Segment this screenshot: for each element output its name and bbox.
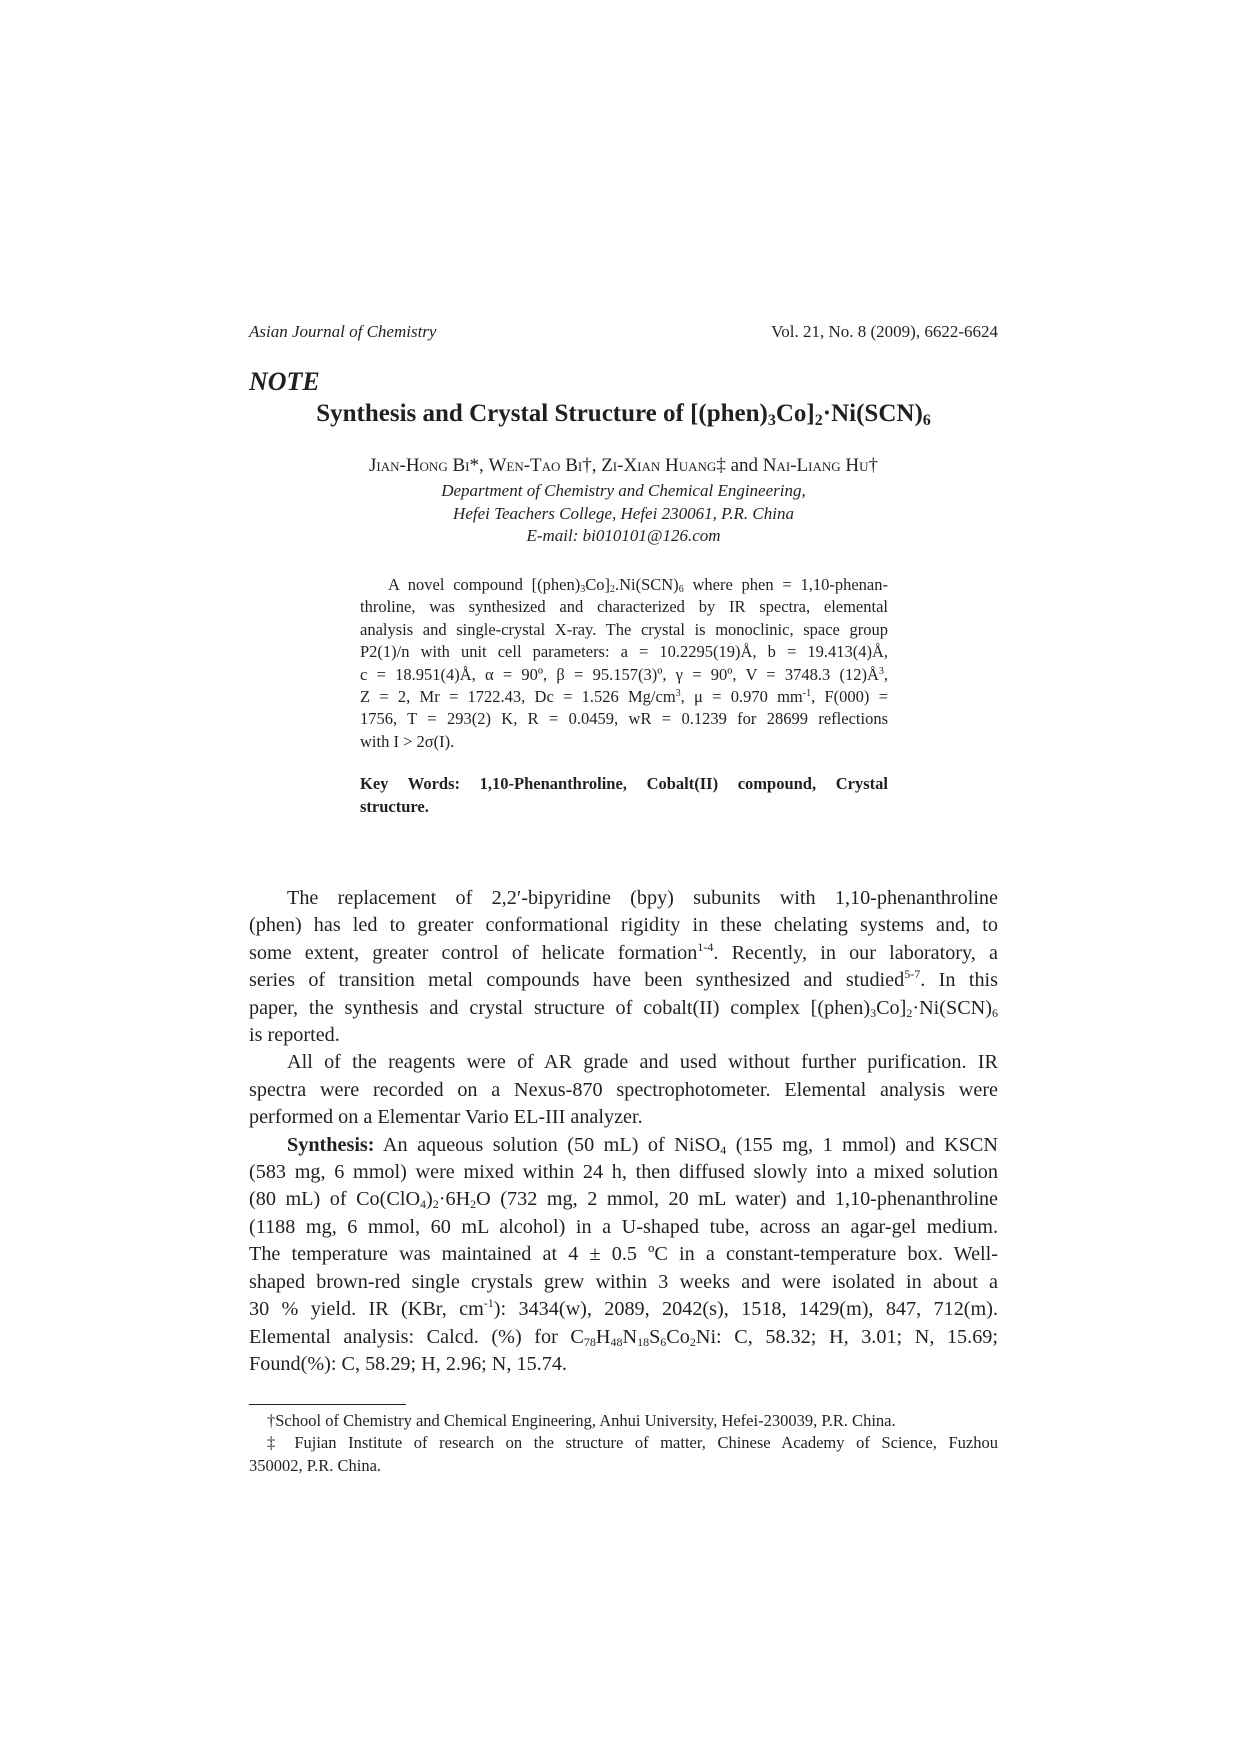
author-name: Jian-Hong Bi xyxy=(369,455,470,476)
body-line: Found(%): C, 58.29; H, 2.96; N, 15.74. xyxy=(249,1352,567,1375)
body-line: Elemental analysis: Calcd. (%) for $C_{78}H_{48}N_{18}S_6Co_2Ni$: C, 58.32; H, 3.01; N, 15.69; xyxy=(249,1325,998,1349)
abstract-line: throline, was synthesized and characterized by IR spectra, elemental xyxy=(360,597,888,617)
key-words-line: Key Words: 1,10-Phenanthroline, Cobalt(II) compound, Crystal xyxy=(360,774,888,793)
body-line: some extent, greater control of helicate formation$^{1-4}$. Recently, in our laboratory, a xyxy=(249,939,998,964)
body-line: paper, the synthesis and crystal structure of cobalt(II) complex $[(phen)_3Co]_2\cdot Ni(SCN)_6$ xyxy=(249,996,998,1020)
abstract-line: Z = 2, Mr = 1722.43, Dc = 1.526 $Mg/cm^3$, μ = 0.970 $mm^{-1}$, F(000) = xyxy=(360,687,888,707)
paper-title: Synthesis and Crystal Structure of $[(phen)_3Co]_2\cdot Ni(SCN)_6$ xyxy=(316,400,931,429)
body-line: shaped brown-red single crystals grew within 3 weeks and were isolated in about a xyxy=(249,1270,998,1293)
abstract-line: 1756, T = 293(2) K, R = 0.0459, wR = 0.1239 for 28699 reflections xyxy=(360,709,888,729)
footnote-divider xyxy=(249,1404,406,1405)
footnotes xyxy=(249,1410,998,1477)
note-label: NOTE xyxy=(249,367,320,396)
body-text xyxy=(249,885,998,1378)
body-line: spectra were recorded on a Nexus-870 spectrophotometer. Elemental analysis were xyxy=(249,1078,998,1101)
body-line: 30 % yield. IR (KBr, $cm^{-1}$): 3434(w), 2089, 2042(s), 1518, 1429(m), 847, 712(m). xyxy=(249,1296,998,1321)
author-name: Wen-Tao Bi xyxy=(488,455,583,476)
abstract-line: P2(1)/n with unit cell parameters: a = 10.2295(19)Å, b = 19.413(4)Å, xyxy=(360,642,888,662)
body-line: is reported. xyxy=(249,1024,340,1047)
body-line: The replacement of 2,2′-bipyridine (bpy) subunits with 1,10-phenanthroline xyxy=(287,887,998,909)
body-line: (phen) has led to greater conformational rigidity in these chelating systems and, to xyxy=(249,914,998,937)
footnote: ‡ Fujian Institute of research on the structure of matter, Chinese Academy of Science, Fuzhou xyxy=(267,1433,998,1453)
footnote: †School of Chemistry and Chemical Engineering, Anhui University, Hefei-230039, P.R. China. xyxy=(267,1411,896,1430)
contact-email: E-mail: bi010101@126.com xyxy=(526,526,721,545)
body-line: (1188 mg, 6 mmol, 60 mL alcohol) in a U-shaped tube, across an agar-gel medium. xyxy=(249,1215,998,1238)
synthesis-heading: Synthesis: xyxy=(287,1133,375,1156)
footnote-continuation: 350002, P.R. China. xyxy=(249,1455,382,1475)
abstract-line: c = 18.951(4)Å, α = 90º, β = 95.157(3)º, γ = 90º, V = 3748.3 $(12)Å^3$, xyxy=(360,664,888,684)
author-name: Zi-Xian Huang xyxy=(601,455,717,476)
affiliation xyxy=(249,480,998,548)
key-words-line: structure. xyxy=(360,796,429,816)
journal-name: Asian Journal of Chemistry xyxy=(249,322,437,341)
volume-info: Vol. 21, No. 8 (2009), 6622-6624 xyxy=(771,322,998,341)
abstract-line: with I > 2σ(I). xyxy=(360,731,455,751)
author-name: Nai-Liang Hu xyxy=(762,455,869,476)
citation-ref: 1-4 xyxy=(697,939,714,954)
author-list: Jian-Hong Bi*, Wen-Tao Bi†, Zi-Xian Huang‡ and Nai-Liang Hu† xyxy=(369,455,878,476)
body-line: performed on a Elementar Vario EL-III analyzer. xyxy=(249,1106,643,1129)
key-words xyxy=(360,773,888,818)
affiliation-address: Hefei Teachers College, Hefei 230061, P.R. China xyxy=(453,503,794,523)
affiliation-department: Department of Chemistry and Chemical Engineering, xyxy=(441,481,806,500)
body-line: (583 mg, 6 mmol) were mixed within 24 h, then diffused slowly into a mixed solution xyxy=(249,1161,998,1184)
body-line: Synthesis: An aqueous solution (50 mL) of NiSO$_4$ (155 mg, 1 mmol) and KSCN xyxy=(287,1133,998,1157)
body-line: (80 mL) of $Co(ClO_4)_2\cdot 6H_2O$ (732 mg, 2 mmol, 20 mL water) and 1,10-phenanthroline xyxy=(249,1188,998,1212)
body-line: series of transition metal compounds have been synthesized and studied$^{5-7}$. In this xyxy=(249,967,999,992)
citation-ref: 5-7 xyxy=(904,967,921,982)
body-line: The temperature was maintained at 4 ± 0.5 ºC in a constant-temperature box. Well- xyxy=(249,1243,998,1266)
abstract-line: analysis and single-crystal X-ray. The crystal is monoclinic, space group xyxy=(360,619,888,639)
abstract xyxy=(360,574,888,753)
body-line: All of the reagents were of AR grade and used without further purification. IR xyxy=(287,1051,998,1074)
abstract-line: A novel compound $[(phen)_3Co]_2.Ni(SCN)_6$ where phen = 1,10-phenan- xyxy=(388,575,888,595)
